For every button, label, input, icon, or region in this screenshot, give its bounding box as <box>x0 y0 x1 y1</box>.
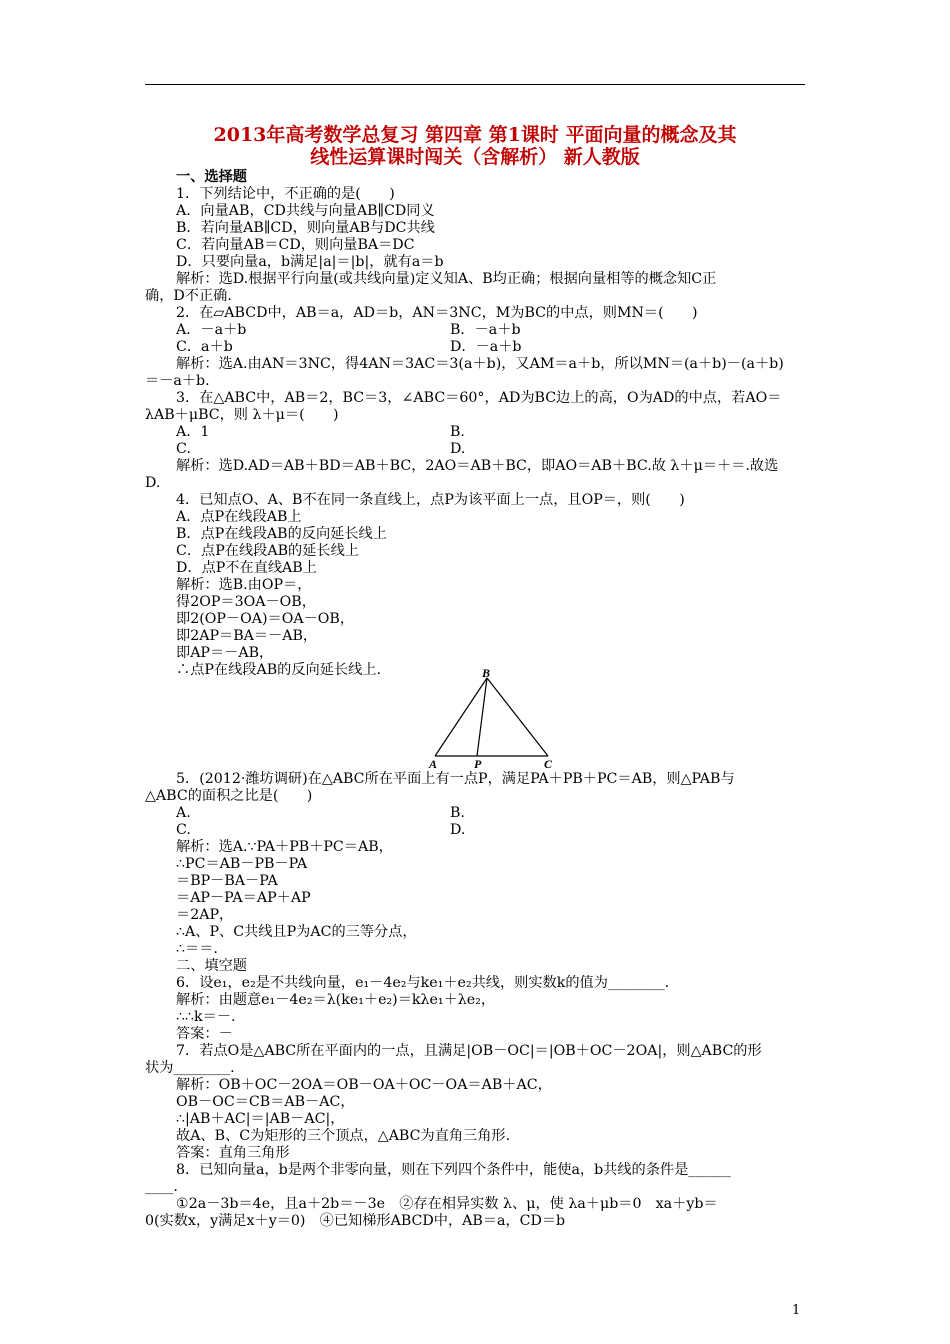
label-c: C <box>544 757 553 771</box>
q2-option-d: D．－a＋b <box>450 339 522 355</box>
q5-option-b: B. <box>450 805 465 821</box>
label-a: A <box>429 757 438 771</box>
question-8: 8．已知向量a，b是两个非零向量，则在下列四个条件中，能使a，b共线的条件是______ <box>176 1162 731 1178</box>
q6-solution-1: 解析：由题意e₁－4e₂＝λ(ke₁＋e₂)＝kλe₁＋λe₂， <box>176 992 496 1008</box>
q3-solution: 解析：选D.AD＝AB＋BD＝AB＋BC，2AO＝AB＋BC，即AO＝AB＋BC.故 λ＋μ＝＋＝.故选 <box>176 458 779 474</box>
q2-option-b: B．－a＋b <box>450 322 521 338</box>
q4-option-d: D．点P不在直线AB上 <box>176 560 317 576</box>
question-3: 3．在△ABC中，AB＝2，BC＝3，∠ABC＝60°，AD为BC边上的高，O为AD的中点，若AO＝ <box>176 390 782 406</box>
q1-solution: 解析：选D.根据平行向量(或共线向量)定义知A、B均正确；根据向量相等的概念知C正 <box>176 271 717 287</box>
question-5: 5．(2012·潍坊调研)在△ABC所在平面上有一点P，满足PA＋PB＋PC＝AB，则△PAB与 <box>176 771 735 787</box>
question-4: 4．已知点O、A、B不在同一条直线上，点P为该平面上一点，且OP＝，则( ) <box>176 492 685 508</box>
q4-solution-3: 即2(OP－OA)＝OA－OB， <box>176 611 355 627</box>
q5-solution-5: ＝2AP， <box>176 907 234 923</box>
q7-answer: 答案：直角三角形 <box>176 1145 290 1161</box>
question-2: 2．在▱ABCD中，AB＝a，AD＝b，AN＝3NC，M为BC的中点，则MN＝( ) <box>176 305 698 321</box>
q7-solution-3: ∴|AB＋AC|＝|AB－AC|， <box>176 1111 345 1127</box>
q4-option-c: C．点P在线段AB的延长线上 <box>176 543 359 559</box>
q7-solution-4: 故A、B、C为矩形的三个顶点，△ABC为直角三角形. <box>176 1128 511 1144</box>
question-3-cont: λAB＋μBC，则 λ＋μ＝( ) <box>145 407 339 423</box>
section-heading-choice: 一、选择题 <box>176 169 247 185</box>
header-rule <box>145 84 805 85</box>
page-number: 1 <box>792 1303 801 1318</box>
q5-solution-1: 解析：选A.∵PA＋PB＋PC＝AB， <box>176 839 393 855</box>
q1-option-a: A．向量AB，CD共线与向量AB∥CD同义 <box>176 203 435 219</box>
q6-answer: 答案：－ <box>176 1026 233 1042</box>
q2-option-c: C．a＋b <box>176 339 233 355</box>
q3-option-a: A．1 <box>176 424 210 440</box>
q1-option-c: C．若向量AB＝CD，则向量BA＝DC <box>176 237 415 253</box>
q4-solution-6: ∴点P在线段AB的反向延长线上. <box>176 662 381 678</box>
q4-option-a: A．点P在线段AB上 <box>176 509 302 525</box>
q5-solution-2: ∴PC＝AB－PB－PA <box>176 856 308 872</box>
q4-solution-2: 得2OP＝3OA－OB， <box>176 594 316 610</box>
q7-solution-2: OB－OC＝CB＝AB－AC， <box>176 1094 355 1110</box>
q2-solution: 解析：选A.由AN＝3NC，得4AN＝3AC＝3(a＋b)，又AM＝a＋b，所以MN＝(a＋b)－(a＋b) <box>176 356 784 372</box>
q5-solution-7: ∴＝＝. <box>176 941 218 957</box>
document-title-line2: 线性运算课时闯关（含解析） 新人教版 <box>310 146 640 168</box>
q5-option-a: A. <box>176 805 191 821</box>
question-6: 6．设e₁，e₂是不共线向量，e₁－4e₂与ke₁＋e₂共线，则实数k的值为________. <box>176 975 670 991</box>
document-title-line1: 2013年高考数学总复习 第四章 第1课时 平面向量的概念及其 <box>213 124 737 146</box>
q5-solution-4: ＝AP－PA＝AP＋AP <box>176 890 311 906</box>
side-ba <box>435 678 487 756</box>
q1-option-b: B．若向量AB∥CD，则向量AB与DC共线 <box>176 220 435 236</box>
section-heading-fill: 二、填空题 <box>176 958 247 974</box>
q4-solution-1: 解析：选B.由OP＝， <box>176 577 312 593</box>
q2-solution-cont: ＝－a＋b. <box>145 373 210 389</box>
triangle-figure <box>420 668 570 772</box>
q1-option-d: D．只要向量a，b满足|a|＝|b|，就有a＝b <box>176 254 444 270</box>
question-7-cont: 状为________. <box>145 1060 235 1076</box>
question-5-cont: △ABC的面积之比是( ) <box>145 788 313 804</box>
label-b: B <box>482 668 491 680</box>
q6-solution-2: ∴∴k＝－. <box>176 1009 236 1025</box>
q1-solution-cont: 确，D不正确. <box>145 288 232 304</box>
q7-solution-1: 解析：OB＋OC－2OA＝OB－OA＋OC－OA＝AB＋AC， <box>176 1077 552 1093</box>
q5-option-d: D. <box>450 822 466 838</box>
q5-solution-3: ＝BP－BA－PA <box>176 873 278 889</box>
q3-option-c: C. <box>176 441 191 457</box>
q8-conditions-2: 0(实数x，y满足x＋y＝0) ④已知梯形ABCD中，AB＝a，CD＝b <box>145 1213 566 1229</box>
q4-solution-4: 即2AP＝BA＝－AB， <box>176 628 318 644</box>
q8-conditions-1: ①2a－3b＝4e，且a＋2b＝－3e ②存在相异实数 λ、μ，使 λa＋μb＝0 xa＋yb＝ <box>176 1196 718 1212</box>
q4-option-b: B．点P在线段AB的反向延长线上 <box>176 526 387 542</box>
question-1: 1．下列结论中，不正确的是( ) <box>176 186 395 202</box>
q3-solution-cont: D. <box>145 475 161 491</box>
side-bc <box>487 678 548 756</box>
q3-option-d: D. <box>450 441 466 457</box>
q3-option-b: B. <box>450 424 465 440</box>
label-p: P <box>474 757 482 771</box>
q5-option-c: C. <box>176 822 191 838</box>
q4-solution-5: 即AP＝－AB， <box>176 645 274 661</box>
q5-solution-6: ∴A、P、C共线且P为AC的三等分点， <box>176 924 417 940</box>
q2-option-a: A．－a＋b <box>176 322 247 338</box>
question-8-cont: ____. <box>145 1179 178 1195</box>
question-7: 7．若点O是△ABC所在平面内的一点，且满足|OB－OC|＝|OB＋OC－2OA|，则△ABC的形 <box>176 1043 762 1059</box>
